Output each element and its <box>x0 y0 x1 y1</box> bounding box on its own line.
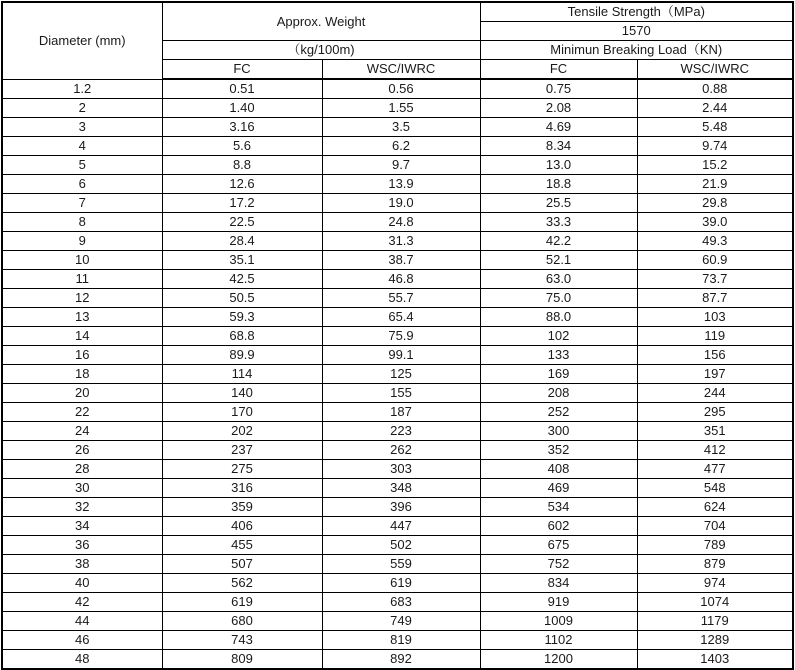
weight-wsc-cell: 187 <box>322 403 480 422</box>
diameter-cell: 10 <box>2 251 162 270</box>
weight-fc-cell: 68.8 <box>162 327 322 346</box>
weight-wsc-cell: 348 <box>322 479 480 498</box>
load-fc-cell: 408 <box>480 460 637 479</box>
table-body <box>2 79 793 669</box>
weight-wsc-cell: 31.3 <box>322 232 480 251</box>
table-row <box>2 574 793 593</box>
diameter-cell: 40 <box>2 574 162 593</box>
table-row <box>2 137 793 156</box>
weight-fc-cell: 59.3 <box>162 308 322 327</box>
diameter-cell: 24 <box>2 422 162 441</box>
load-wsc-cell: 60.9 <box>637 251 793 270</box>
weight-fc-cell: 5.6 <box>162 137 322 156</box>
weight-fc-cell: 619 <box>162 593 322 612</box>
load-wsc-cell: 879 <box>637 555 793 574</box>
diameter-cell: 14 <box>2 327 162 346</box>
diameter-cell: 28 <box>2 460 162 479</box>
load-fc-cell: 1200 <box>480 650 637 670</box>
table-row <box>2 308 793 327</box>
header-weight-unit: （kg/100m) <box>162 41 480 60</box>
load-fc-cell: 133 <box>480 346 637 365</box>
header-tensile-strength: Tensile Strength（MPa) <box>480 2 793 22</box>
load-fc-cell: 1009 <box>480 612 637 631</box>
weight-fc-cell: 316 <box>162 479 322 498</box>
table-row <box>2 365 793 384</box>
weight-wsc-cell: 125 <box>322 365 480 384</box>
header-tensile-strength-value: 1570 <box>480 22 793 41</box>
weight-fc-cell: 562 <box>162 574 322 593</box>
weight-fc-cell: 140 <box>162 384 322 403</box>
diameter-cell: 20 <box>2 384 162 403</box>
weight-fc-cell: 237 <box>162 441 322 460</box>
diameter-cell: 32 <box>2 498 162 517</box>
header-weight-wsc-iwrc: WSC/IWRC <box>322 60 480 80</box>
weight-fc-cell: 0.51 <box>162 79 322 99</box>
diameter-cell: 22 <box>2 403 162 422</box>
table-row <box>2 498 793 517</box>
table-header <box>2 2 793 79</box>
table-row <box>2 99 793 118</box>
weight-fc-cell: 202 <box>162 422 322 441</box>
load-fc-cell: 63.0 <box>480 270 637 289</box>
weight-wsc-cell: 749 <box>322 612 480 631</box>
table-row <box>2 289 793 308</box>
table-row <box>2 650 793 670</box>
weight-wsc-cell: 6.2 <box>322 137 480 156</box>
load-wsc-cell: 477 <box>637 460 793 479</box>
load-wsc-cell: 21.9 <box>637 175 793 194</box>
diameter-cell: 48 <box>2 650 162 670</box>
weight-fc-cell: 35.1 <box>162 251 322 270</box>
load-wsc-cell: 412 <box>637 441 793 460</box>
load-wsc-cell: 9.74 <box>637 137 793 156</box>
table-row <box>2 175 793 194</box>
weight-fc-cell: 22.5 <box>162 213 322 232</box>
table-row <box>2 441 793 460</box>
load-fc-cell: 208 <box>480 384 637 403</box>
load-fc-cell: 534 <box>480 498 637 517</box>
weight-wsc-cell: 0.56 <box>322 79 480 99</box>
weight-fc-cell: 406 <box>162 517 322 536</box>
weight-fc-cell: 28.4 <box>162 232 322 251</box>
diameter-cell: 18 <box>2 365 162 384</box>
load-fc-cell: 834 <box>480 574 637 593</box>
weight-wsc-cell: 46.8 <box>322 270 480 289</box>
weight-fc-cell: 809 <box>162 650 322 670</box>
load-fc-cell: 25.5 <box>480 194 637 213</box>
weight-wsc-cell: 683 <box>322 593 480 612</box>
load-wsc-cell: 5.48 <box>637 118 793 137</box>
load-wsc-cell: 244 <box>637 384 793 403</box>
diameter-cell: 44 <box>2 612 162 631</box>
table-row <box>2 156 793 175</box>
weight-fc-cell: 50.5 <box>162 289 322 308</box>
diameter-cell: 12 <box>2 289 162 308</box>
weight-fc-cell: 507 <box>162 555 322 574</box>
diameter-cell: 13 <box>2 308 162 327</box>
load-fc-cell: 8.34 <box>480 137 637 156</box>
header-breaking-load: Minimun Breaking Load（KN) <box>480 41 793 60</box>
weight-wsc-cell: 75.9 <box>322 327 480 346</box>
weight-wsc-cell: 559 <box>322 555 480 574</box>
diameter-cell: 7 <box>2 194 162 213</box>
load-wsc-cell: 156 <box>637 346 793 365</box>
load-wsc-cell: 119 <box>637 327 793 346</box>
weight-wsc-cell: 223 <box>322 422 480 441</box>
weight-fc-cell: 12.6 <box>162 175 322 194</box>
load-fc-cell: 42.2 <box>480 232 637 251</box>
load-wsc-cell: 29.8 <box>637 194 793 213</box>
weight-fc-cell: 8.8 <box>162 156 322 175</box>
weight-fc-cell: 455 <box>162 536 322 555</box>
weight-wsc-cell: 65.4 <box>322 308 480 327</box>
table-row <box>2 631 793 650</box>
diameter-cell: 30 <box>2 479 162 498</box>
load-fc-cell: 4.69 <box>480 118 637 137</box>
load-fc-cell: 1102 <box>480 631 637 650</box>
table-row <box>2 213 793 232</box>
load-fc-cell: 300 <box>480 422 637 441</box>
weight-wsc-cell: 892 <box>322 650 480 670</box>
diameter-cell: 4 <box>2 137 162 156</box>
weight-fc-cell: 680 <box>162 612 322 631</box>
table-row <box>2 79 793 99</box>
diameter-cell: 1.2 <box>2 79 162 99</box>
diameter-cell: 16 <box>2 346 162 365</box>
weight-wsc-cell: 55.7 <box>322 289 480 308</box>
load-wsc-cell: 197 <box>637 365 793 384</box>
weight-wsc-cell: 262 <box>322 441 480 460</box>
load-wsc-cell: 974 <box>637 574 793 593</box>
load-wsc-cell: 0.88 <box>637 79 793 99</box>
table-row <box>2 536 793 555</box>
diameter-cell: 38 <box>2 555 162 574</box>
diameter-cell: 46 <box>2 631 162 650</box>
load-fc-cell: 33.3 <box>480 213 637 232</box>
load-fc-cell: 0.75 <box>480 79 637 99</box>
table-row <box>2 327 793 346</box>
weight-wsc-cell: 19.0 <box>322 194 480 213</box>
load-wsc-cell: 87.7 <box>637 289 793 308</box>
weight-wsc-cell: 13.9 <box>322 175 480 194</box>
load-wsc-cell: 39.0 <box>637 213 793 232</box>
load-fc-cell: 352 <box>480 441 637 460</box>
load-wsc-cell: 73.7 <box>637 270 793 289</box>
load-wsc-cell: 351 <box>637 422 793 441</box>
load-wsc-cell: 295 <box>637 403 793 422</box>
load-wsc-cell: 1289 <box>637 631 793 650</box>
load-fc-cell: 919 <box>480 593 637 612</box>
load-wsc-cell: 49.3 <box>637 232 793 251</box>
load-fc-cell: 18.8 <box>480 175 637 194</box>
diameter-cell: 8 <box>2 213 162 232</box>
load-fc-cell: 675 <box>480 536 637 555</box>
weight-fc-cell: 42.5 <box>162 270 322 289</box>
weight-wsc-cell: 396 <box>322 498 480 517</box>
table-row <box>2 517 793 536</box>
weight-wsc-cell: 155 <box>322 384 480 403</box>
header-diameter: Diameter (mm) <box>2 2 162 79</box>
weight-wsc-cell: 447 <box>322 517 480 536</box>
weight-fc-cell: 359 <box>162 498 322 517</box>
weight-wsc-cell: 1.55 <box>322 99 480 118</box>
table-row <box>2 346 793 365</box>
load-fc-cell: 469 <box>480 479 637 498</box>
weight-fc-cell: 170 <box>162 403 322 422</box>
load-fc-cell: 13.0 <box>480 156 637 175</box>
weight-fc-cell: 1.40 <box>162 99 322 118</box>
table-row <box>2 118 793 137</box>
load-wsc-cell: 704 <box>637 517 793 536</box>
table-row <box>2 479 793 498</box>
table-row <box>2 194 793 213</box>
load-fc-cell: 2.08 <box>480 99 637 118</box>
diameter-cell: 36 <box>2 536 162 555</box>
load-fc-cell: 102 <box>480 327 637 346</box>
load-wsc-cell: 15.2 <box>637 156 793 175</box>
weight-wsc-cell: 38.7 <box>322 251 480 270</box>
table-row <box>2 384 793 403</box>
diameter-cell: 34 <box>2 517 162 536</box>
weight-wsc-cell: 303 <box>322 460 480 479</box>
load-wsc-cell: 1074 <box>637 593 793 612</box>
weight-wsc-cell: 24.8 <box>322 213 480 232</box>
diameter-cell: 2 <box>2 99 162 118</box>
load-wsc-cell: 103 <box>637 308 793 327</box>
diameter-cell: 26 <box>2 441 162 460</box>
load-wsc-cell: 789 <box>637 536 793 555</box>
load-fc-cell: 88.0 <box>480 308 637 327</box>
diameter-cell: 11 <box>2 270 162 289</box>
table-row <box>2 460 793 479</box>
weight-wsc-cell: 99.1 <box>322 346 480 365</box>
header-load-wsc-iwrc: WSC/IWRC <box>637 60 793 80</box>
load-fc-cell: 52.1 <box>480 251 637 270</box>
load-fc-cell: 75.0 <box>480 289 637 308</box>
table-row <box>2 593 793 612</box>
load-wsc-cell: 624 <box>637 498 793 517</box>
load-wsc-cell: 1179 <box>637 612 793 631</box>
weight-fc-cell: 114 <box>162 365 322 384</box>
weight-wsc-cell: 619 <box>322 574 480 593</box>
table-row <box>2 251 793 270</box>
weight-wsc-cell: 502 <box>322 536 480 555</box>
header-load-fc: FC <box>480 60 637 80</box>
weight-wsc-cell: 3.5 <box>322 118 480 137</box>
weight-fc-cell: 89.9 <box>162 346 322 365</box>
header-approx-weight: Approx. Weight <box>162 2 480 41</box>
table-row <box>2 270 793 289</box>
table-row <box>2 612 793 631</box>
table-row <box>2 422 793 441</box>
diameter-cell: 5 <box>2 156 162 175</box>
diameter-cell: 3 <box>2 118 162 137</box>
load-fc-cell: 169 <box>480 365 637 384</box>
load-fc-cell: 752 <box>480 555 637 574</box>
weight-wsc-cell: 819 <box>322 631 480 650</box>
load-wsc-cell: 548 <box>637 479 793 498</box>
diameter-cell: 42 <box>2 593 162 612</box>
diameter-cell: 6 <box>2 175 162 194</box>
load-fc-cell: 602 <box>480 517 637 536</box>
wire-rope-spec-table <box>1 1 794 670</box>
load-wsc-cell: 1403 <box>637 650 793 670</box>
weight-fc-cell: 275 <box>162 460 322 479</box>
load-wsc-cell: 2.44 <box>637 99 793 118</box>
diameter-cell: 9 <box>2 232 162 251</box>
header-row-1 <box>2 2 793 22</box>
weight-fc-cell: 17.2 <box>162 194 322 213</box>
header-weight-fc: FC <box>162 60 322 80</box>
weight-fc-cell: 743 <box>162 631 322 650</box>
weight-fc-cell: 3.16 <box>162 118 322 137</box>
table-row <box>2 232 793 251</box>
table-row <box>2 555 793 574</box>
load-fc-cell: 252 <box>480 403 637 422</box>
weight-wsc-cell: 9.7 <box>322 156 480 175</box>
table-row <box>2 403 793 422</box>
